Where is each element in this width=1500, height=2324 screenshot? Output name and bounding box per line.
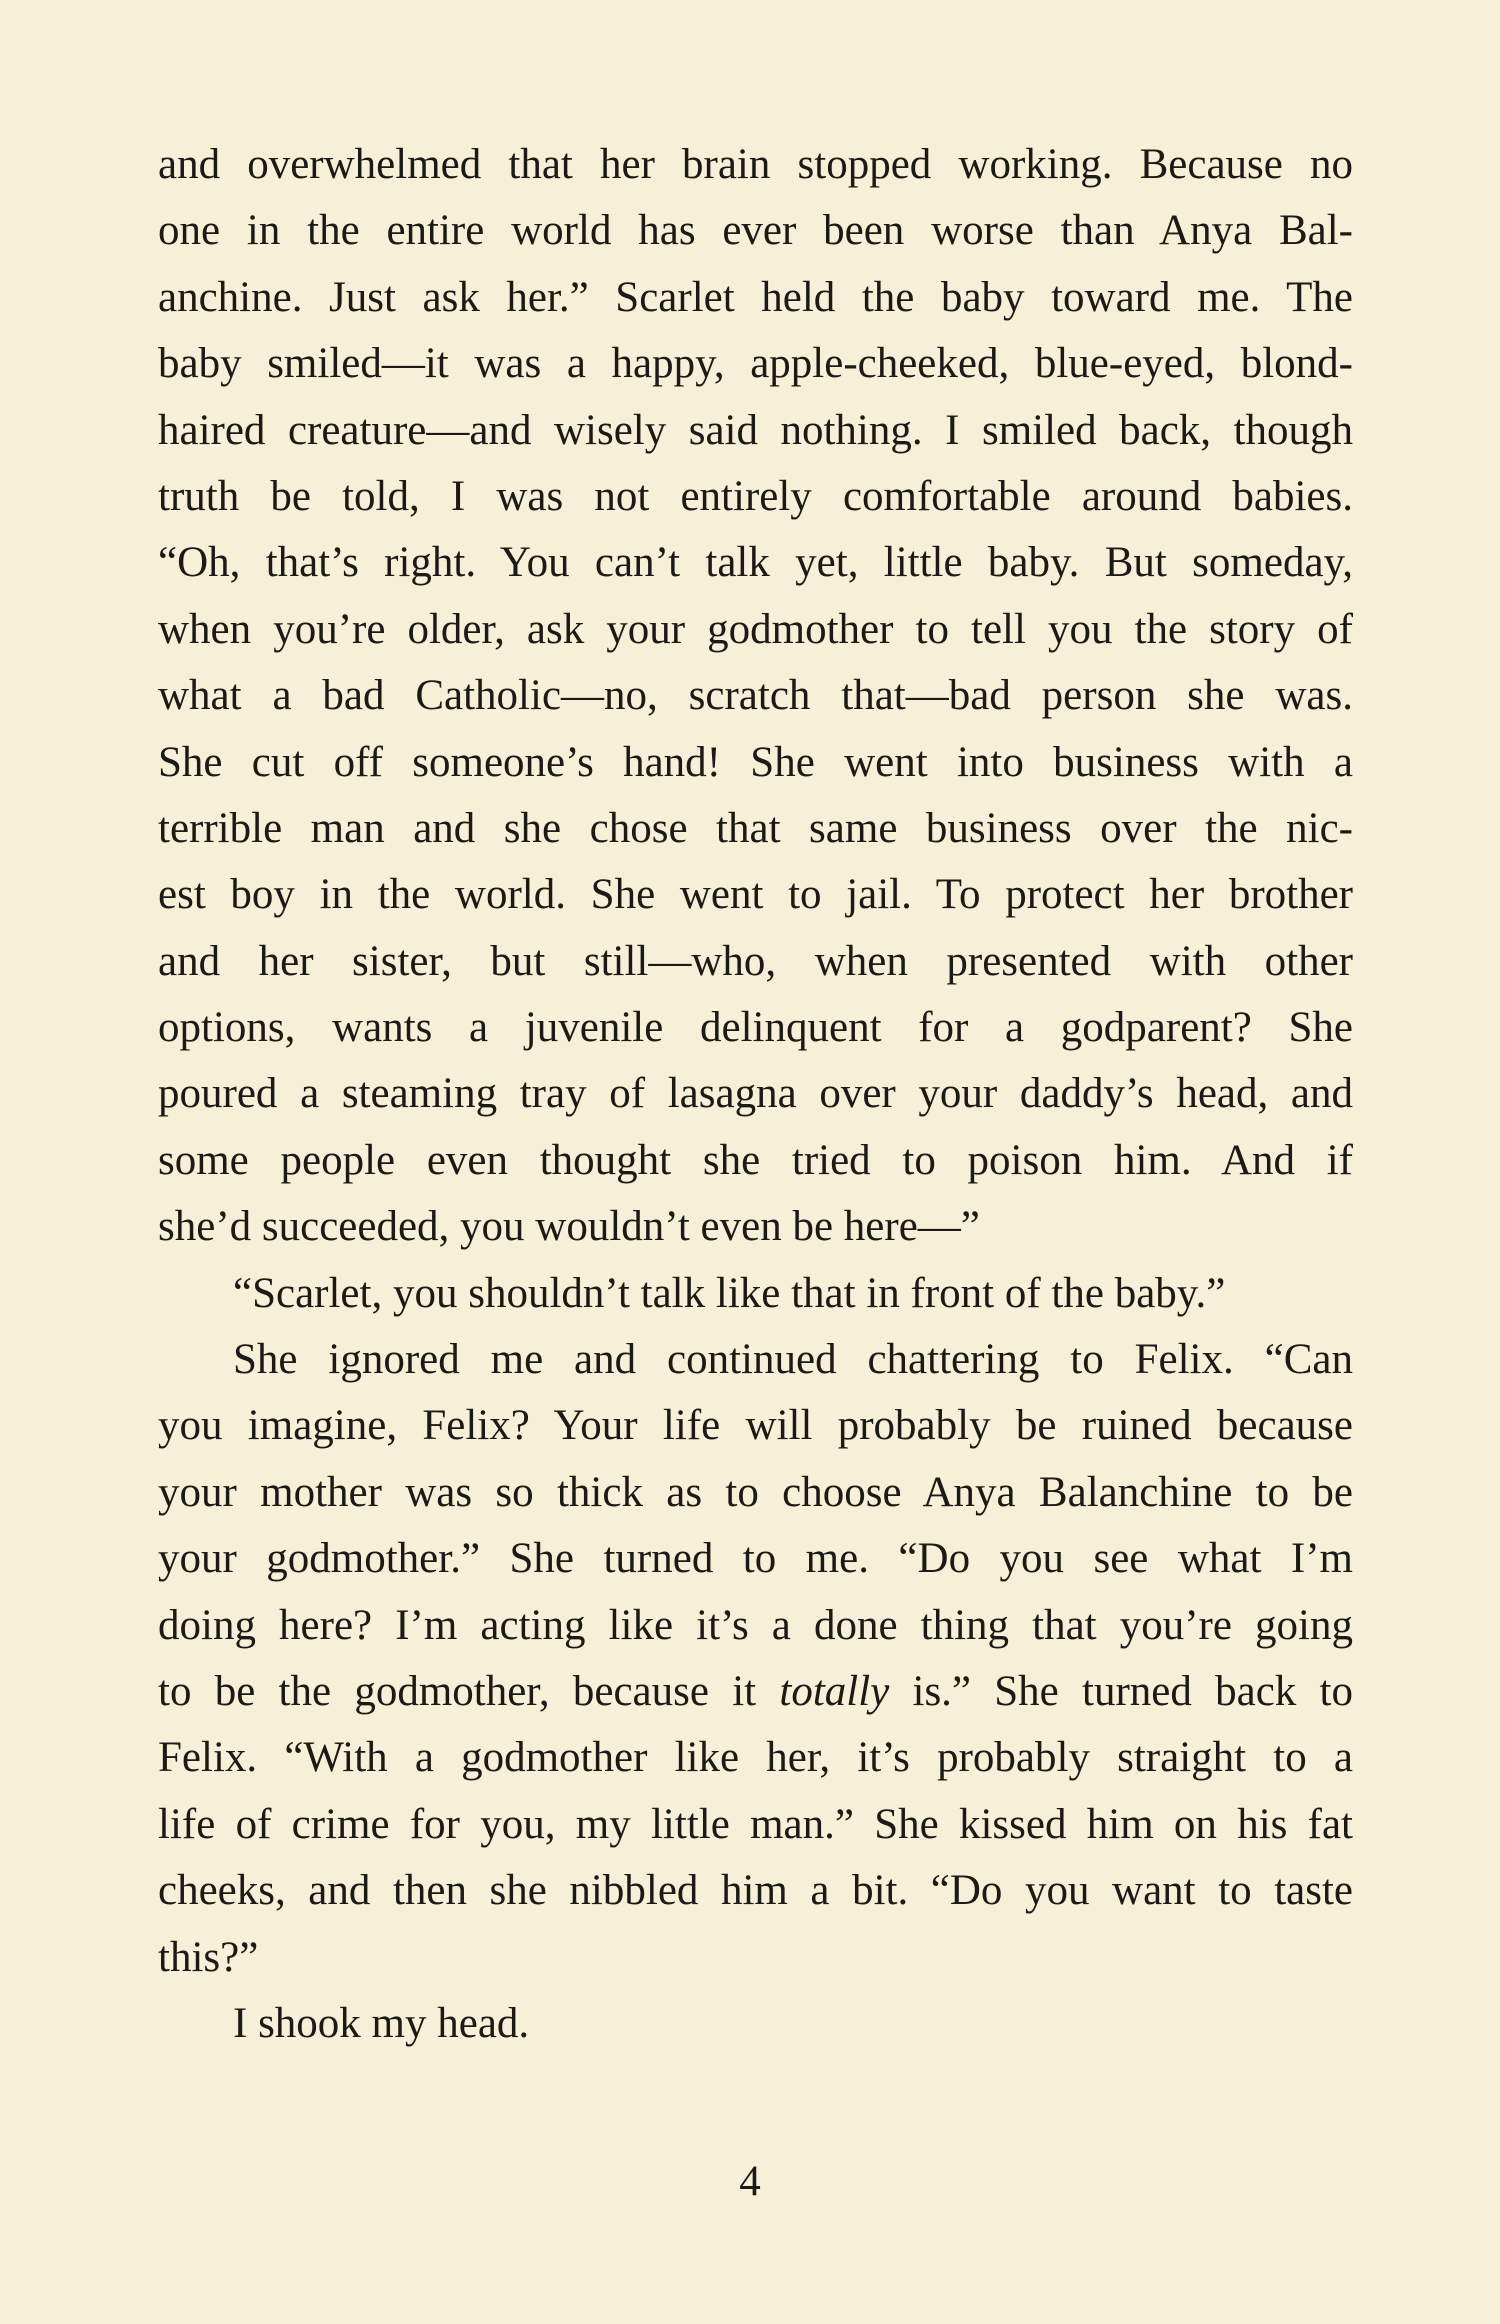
text-line: haired creature—and wisely said nothing. I smiled back, though bbox=[158, 406, 1353, 454]
text-line: baby smiled—it was a happy, apple-cheeked, blue-eyed, blond- bbox=[158, 340, 1353, 388]
text-line: anchine. Just ask her.” Scarlet held the baby toward me. The bbox=[158, 273, 1353, 321]
text-line bbox=[158, 1659, 1353, 1725]
text-line: She cut off someone’s hand! She went into business with a bbox=[158, 738, 1353, 786]
text-line: doing here? I’m acting like it’s a done thing that you’re going bbox=[158, 1601, 1353, 1649]
text-segment: to be the godmother, because it bbox=[158, 1667, 780, 1715]
text-line: options, wants a juvenile delinquent for a godparent? She bbox=[158, 1004, 1353, 1052]
text-line: terrible man and she chose that same business over the nic- bbox=[158, 804, 1353, 852]
body-text bbox=[158, 132, 1353, 2057]
text-segment: is.” She turned back to bbox=[889, 1667, 1353, 1715]
text-line: poured a steaming tray of lasagna over your daddy’s head, and bbox=[158, 1070, 1353, 1118]
text-line: “Scarlet, you shouldn’t talk like that in front of the baby.” bbox=[233, 1269, 1226, 1317]
page-number: 4 bbox=[739, 2158, 761, 2205]
text-line: you imagine, Felix? Your life will probably be ruined because bbox=[158, 1402, 1353, 1450]
text-line: est boy in the world. She went to jail. To protect her brother bbox=[158, 871, 1353, 919]
text-line: Felix. “With a godmother like her, it’s probably straight to a bbox=[158, 1734, 1353, 1782]
text-line: and overwhelmed that her brain stopped working. Because no bbox=[158, 141, 1353, 188]
text-line: when you’re older, ask your godmother to tell you the story of bbox=[158, 605, 1353, 653]
text-line: some people even thought she tried to poison him. And if bbox=[158, 1136, 1353, 1184]
text-line: She ignored me and continued chattering to Felix. “Can bbox=[233, 1336, 1353, 1384]
text-line: truth be told, I was not entirely comfortable around babies. bbox=[158, 472, 1353, 520]
text-line: cheeks, and then she nibbled him a bit. “Do you want to taste bbox=[158, 1867, 1353, 1915]
text-line: your mother was so thick as to choose Anya Balanchine to be bbox=[158, 1468, 1353, 1516]
text-line: life of crime for you, my little man.” She kissed him on his fat bbox=[158, 1800, 1353, 1848]
text-line: I shook my head. bbox=[233, 1999, 530, 2047]
text-line: this?” bbox=[158, 1933, 259, 1981]
text-line: your godmother.” She turned to me. “Do you see what I’m bbox=[158, 1535, 1353, 1583]
text-line: and her sister, but still—who, when presented with other bbox=[158, 937, 1353, 985]
text-line: what a bad Catholic—no, scratch that—bad person she was. bbox=[158, 672, 1353, 720]
italic-word: totally bbox=[779, 1667, 890, 1715]
text-line: one in the entire world has ever been worse than Anya Bal- bbox=[158, 207, 1353, 255]
text-line: “Oh, that’s right. You can’t talk yet, little baby. But someday, bbox=[158, 539, 1353, 587]
text-line: she’d succeeded, you wouldn’t even be here—” bbox=[158, 1203, 980, 1251]
